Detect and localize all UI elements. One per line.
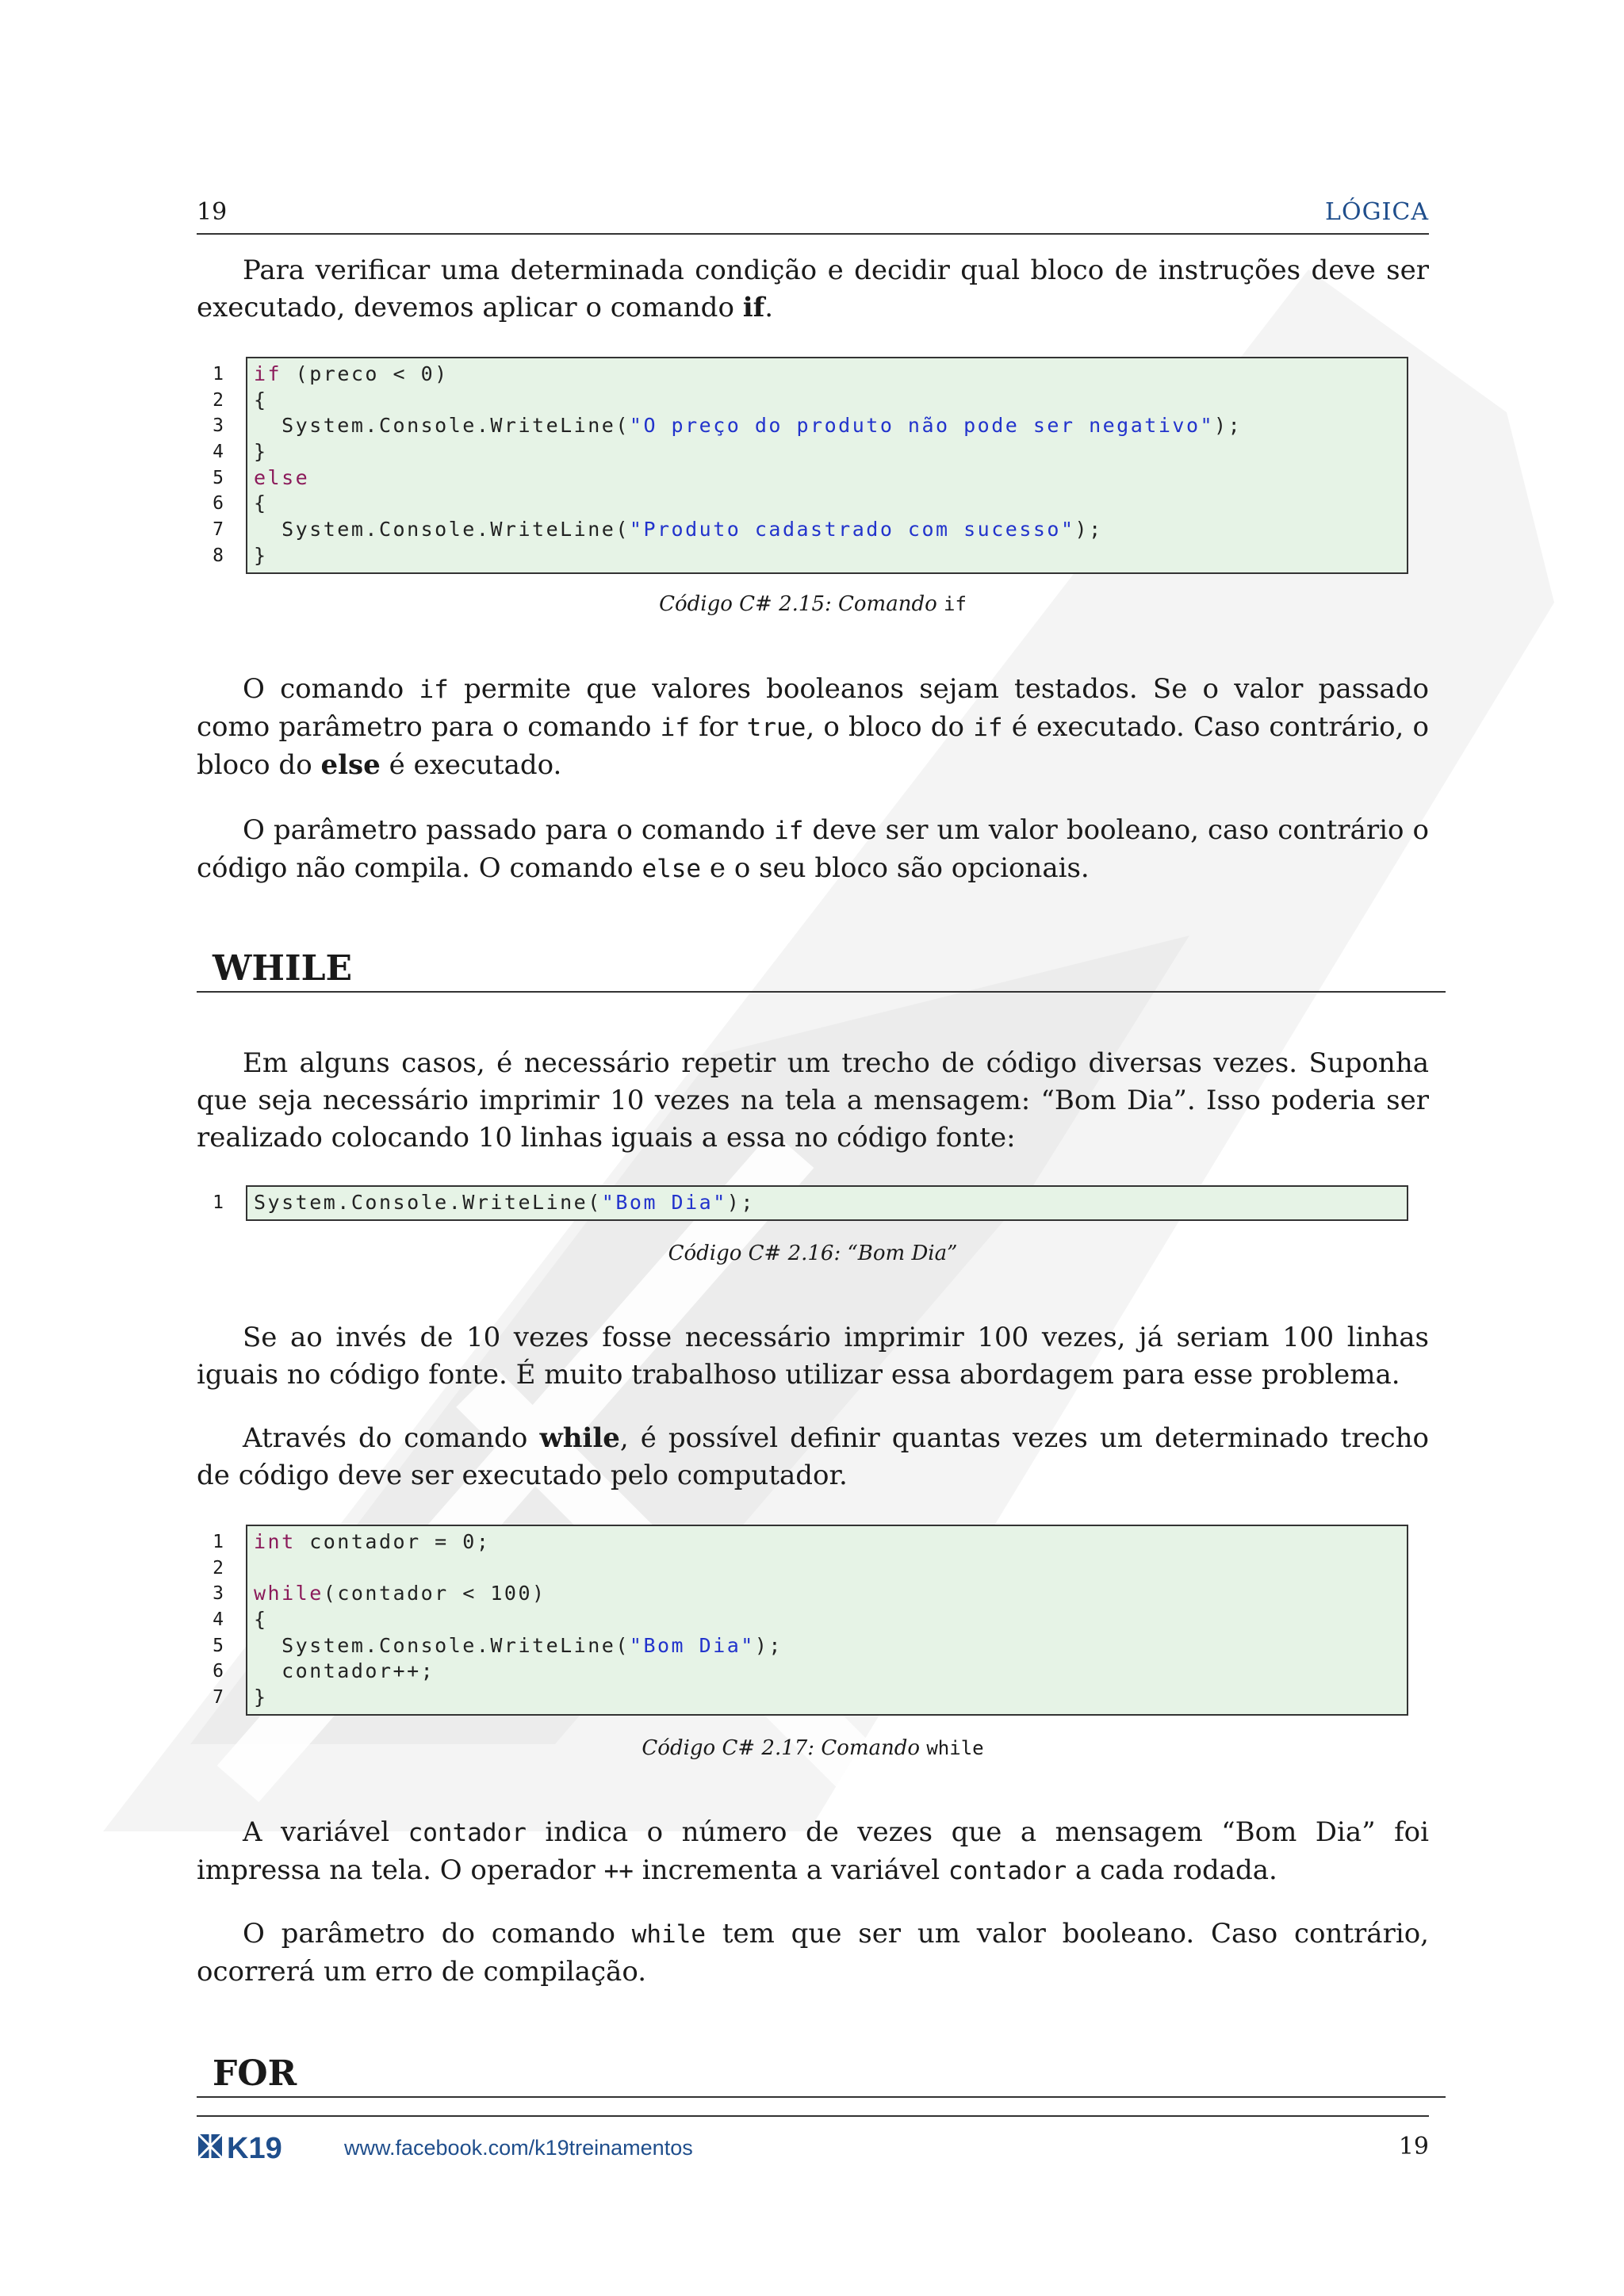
line-number: 3 [213,1583,224,1605]
text: Em alguns casos, é necessário repetir um trecho de código diversas vezes. Suponha que seja necessário imprimir 10 vezes na tela a mensagem: “Bom Dia”. Isso poderia ser realizado colocando 10 linhas iguais a essa no código fonte: [197,1047,1429,1154]
code-keyword: int [254,1530,296,1553]
caption-text: Código C# 2.17: Comando [642,1736,927,1760]
inline-code: while [631,1920,707,1949]
k19-logo [197,2131,324,2163]
text: O parâmetro do comando [243,1918,632,1950]
text: for [689,711,747,743]
paragraph-if-intro [197,252,1429,327]
inline-code: if [973,714,1003,742]
code-line: } [254,543,268,567]
line-number: 5 [213,1635,224,1656]
code-box [246,1525,1408,1716]
text: permite que valores booleanos sejam testados. Se o valor passado como parâmetro para o comando [197,673,1429,743]
line-number: 8 [213,545,224,566]
code-line: { [254,492,268,515]
code-keyword: if [254,362,282,385]
line-number: 2 [213,389,224,411]
line-number: 2 [213,1557,224,1578]
text: A variável [243,1816,408,1848]
footer-page-number: 19 [1398,2133,1429,2160]
code-line [254,1529,1400,1556]
code-line [254,362,1400,388]
code-string: "Produto cadastrado com sucesso" [629,518,1075,541]
caption-text: Código C# 2.15: Comando [659,592,944,616]
code-string: "Bom Dia" [601,1191,727,1214]
text: e o seu bloco são opcionais. [701,852,1090,884]
text: O parâmetro passado para o comando [243,814,775,846]
code-caption-bom-dia [197,1242,1429,1265]
text: Se ao invés de 10 vezes fosse necessário imprimir 100 vezes, já seriam 100 linhas iguais no código fonte. É muito trabalhoso utilizar essa abordagem para esse problema. [197,1322,1429,1391]
text: é executado. Caso contrário, o bloco do [197,711,1430,781]
text: incrementa a variável [633,1854,948,1886]
caption-text: Código C# 2.16: “Bom Dia” [668,1242,958,1265]
caption-code: if [944,593,967,615]
text: O comando [243,673,419,705]
code-line [254,1556,1400,1582]
line-number: 3 [213,415,224,437]
code-text: (preco < 0) [282,362,449,385]
code-string: "Bom Dia" [629,1633,755,1657]
text: é executado. [380,749,562,781]
inline-code: ++ [603,1857,634,1885]
code-caption-while [197,1736,1429,1760]
text: tem que ser um valor booleano. Caso contrário, ocorrerá um erro de compilação. [197,1918,1429,1988]
code-keyword: while [254,1582,324,1605]
code-text: System.Console.WriteLine( [254,518,630,541]
code-text: ); [726,1191,755,1214]
code-text: System.Console.WriteLine( [254,1633,630,1657]
inline-code: contador [408,1819,527,1847]
keyword-bold: while [539,1422,620,1454]
inline-code: contador [948,1857,1067,1885]
text: a cada rodada. [1067,1854,1277,1886]
code-text: (contador < 100) [323,1582,546,1605]
text: . [764,292,774,323]
footer-facebook-link[interactable]: www.facebook.com/k19treinamentos [344,2136,693,2160]
line-numbers [203,1190,224,1216]
text: indica o número de vezes que a mensagem “Bom Dia” foi impressa na tela. O operador [197,1816,1429,1886]
page-header [197,198,1429,235]
code-box [246,357,1408,574]
inline-code: if [774,817,804,845]
code-line: } [254,1686,268,1709]
page-footer [197,2115,1429,2164]
line-numbers [203,1529,224,1711]
text: Para verificar uma determinada condição e decidir qual bloco de instruções deve ser executado, devemos aplicar o comando [197,254,1429,323]
line-number: 1 [213,364,224,385]
code-line [254,1633,1400,1659]
code-text: ); [754,1633,783,1657]
paragraph-while-intro [197,1045,1429,1157]
code-line [254,413,1400,439]
keyword-bold: if [742,292,765,323]
section-title: WHILE [213,948,353,989]
line-number: 4 [213,1609,224,1631]
line-number: 1 [213,1192,224,1213]
paragraph-contador [197,1814,1429,1890]
code-line [254,1190,1400,1216]
line-number: 4 [213,442,224,463]
code-text: System.Console.WriteLine( [254,1191,602,1214]
text: , é possível definir quantas vezes um determinado trecho de código deve ser executado pelo computador. [197,1422,1429,1491]
section-heading-while [197,948,1446,993]
svg-text:K19: K19 [227,2132,282,2163]
header-page-number: 19 [197,198,228,226]
paragraph-if-explanation [197,671,1429,784]
section-title: FOR [213,2053,297,2094]
text: deve ser um valor booleano, caso contrário o código não compila. O comando [197,814,1429,884]
code-text: ); [1214,414,1243,438]
line-number: 6 [213,493,224,515]
code-text: contador = 0; [295,1530,491,1553]
line-numbers [203,362,224,569]
line-number: 6 [213,1661,224,1682]
code-text: ); [1074,518,1103,541]
code-box [246,1185,1408,1221]
line-number: 1 [213,1532,224,1552]
keyword-bold: else [320,749,381,781]
paragraph-while-problem [197,1319,1429,1394]
code-line: } [254,440,268,464]
line-number: 7 [213,519,224,541]
code-keyword: else [254,465,310,489]
inline-code: else [642,855,702,883]
inline-code: if [660,714,690,742]
code-line: { [254,388,268,411]
code-line: { [254,1608,268,1632]
paragraph-while-solution [197,1420,1429,1494]
inline-code: true [746,714,806,742]
text: Através do comando [243,1422,540,1454]
header-chapter-title: LÓGICA [1325,198,1429,226]
inline-code: if [419,675,449,704]
code-line [254,465,1400,492]
line-number: 5 [213,467,224,488]
code-string: "O preço do produto não pode ser negativo" [629,414,1215,438]
caption-code: while [926,1737,984,1759]
paragraph-if-parameter [197,812,1429,888]
text: , o bloco do [806,711,974,743]
code-line [254,517,1400,543]
paragraph-while-parameter [197,1915,1429,1991]
line-number: 7 [213,1687,224,1709]
code-line [254,1581,1400,1607]
code-caption-if [197,592,1429,616]
code-text: System.Console.WriteLine( [254,414,630,438]
section-heading-for [197,2053,1446,2098]
code-line: contador++; [254,1659,435,1683]
